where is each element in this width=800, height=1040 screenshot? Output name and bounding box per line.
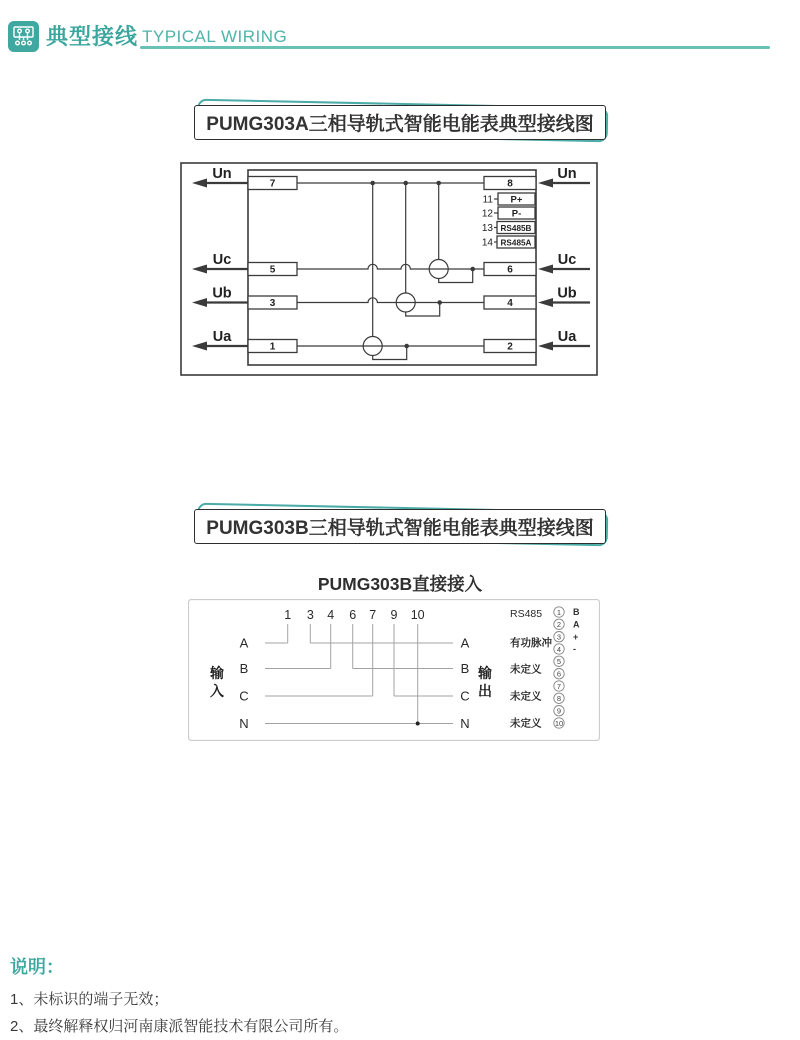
input-label-char: 输: [210, 665, 224, 681]
pin-label: -: [573, 644, 576, 655]
terminal-number: 10: [410, 608, 425, 622]
pin-number: 10: [554, 718, 564, 728]
page-header: [0, 0, 800, 60]
pin-number: 4: [556, 644, 562, 654]
note-item-1: 1、未标识的端子无效；: [10, 991, 169, 1008]
terminal-number: 6: [507, 264, 513, 276]
pin-number: 8: [556, 694, 562, 704]
phase-wires: [297, 183, 484, 346]
terminal-number: 4: [507, 298, 513, 309]
aux-number: 11: [482, 194, 493, 206]
current-coils: [363, 260, 475, 360]
phase-label: A: [239, 635, 249, 651]
terminal-number: 5: [269, 264, 276, 276]
diagram-a-title-row: [0, 105, 800, 140]
phase-label: N: [239, 716, 249, 731]
right-phase-label: Ub: [557, 285, 577, 302]
right-phase-label: Un: [557, 166, 577, 182]
port-function: 未定义: [510, 663, 542, 676]
pin-number: 7: [556, 681, 562, 691]
right-arrow-icon: [538, 179, 553, 188]
terminal-number: 6: [349, 608, 357, 622]
port-function: 未定义: [510, 717, 542, 730]
aux-number: 12: [481, 208, 493, 220]
phase-label: B: [460, 661, 470, 676]
diagram-b-title-row: [0, 509, 800, 544]
phase-label: N: [460, 716, 470, 731]
input-side-labels: [209, 636, 249, 732]
terminal-number: 2: [507, 341, 513, 353]
port-function-labels: [510, 608, 552, 730]
diagram-b-subtitle: PUMG303B直接接入: [317, 574, 483, 594]
right-arrow-icon: [538, 265, 553, 274]
pumg303a-wiring-diagram: [180, 161, 600, 377]
input-label-char: 入: [210, 683, 224, 699]
note-item-2: 2、最终解释权归河南康派智能技术有限公司所有。: [10, 1018, 349, 1035]
pin-label: +: [573, 631, 579, 642]
pin-label: B: [573, 607, 580, 618]
notes-heading: 说明：: [10, 957, 64, 977]
pin-number: 3: [556, 632, 562, 642]
output-side-labels: [460, 636, 492, 732]
right-arrow-icon: [538, 298, 553, 307]
left-arrow-icon: [192, 298, 207, 307]
aux-number: 14: [481, 237, 493, 249]
terminal-number: 7: [369, 608, 377, 622]
section-title-zh: 典型接线: [46, 24, 139, 49]
aux-label: RS485B: [500, 223, 532, 233]
left-arrow-icon: [192, 265, 207, 274]
pin-number: 5: [556, 657, 562, 667]
notes-section: [10, 953, 348, 1040]
terminal-number: 3: [269, 298, 276, 309]
neutral-junction-dot: [416, 722, 420, 726]
aux-label: RS485A: [500, 238, 532, 248]
left-phase-label: Uc: [212, 252, 232, 268]
terminal-number: 1: [284, 608, 292, 622]
top-terminal-numbers: [284, 608, 424, 622]
phase-label: B: [239, 661, 249, 676]
pin-number: 2: [556, 620, 562, 630]
left-arrow-icon: [192, 179, 207, 188]
terminal-number: 9: [390, 608, 398, 622]
diagram-a-title: PUMG303A三相导轨式智能电能表典型接线图: [194, 105, 605, 140]
terminal-number: 3: [306, 608, 314, 622]
right-phase-label: Uc: [557, 252, 577, 268]
pin-number: 9: [556, 706, 562, 716]
section-title-en: TYPICAL WIRING: [142, 27, 288, 46]
port-function: 有功脉冲: [510, 637, 552, 649]
phase-label: A: [460, 635, 470, 651]
terminal-number: 4: [327, 608, 335, 622]
pin-label: A: [573, 619, 580, 630]
output-label-char: 输: [478, 665, 492, 681]
pin-number: 1: [556, 607, 562, 617]
aux-terminals: [482, 193, 535, 249]
left-phase-label: Ub: [212, 285, 232, 302]
aux-number: 13: [481, 223, 493, 234]
pin-number: 6: [556, 669, 562, 679]
row-uc: [192, 252, 590, 276]
terminal-number: 8: [507, 178, 513, 190]
right-phase-label: Ua: [557, 329, 577, 345]
terminal-number: 7: [269, 178, 276, 190]
phase-label: C: [239, 688, 249, 704]
output-label-char: 出: [478, 683, 492, 699]
pin-list: [554, 607, 580, 728]
aux-label: P-: [511, 208, 522, 220]
diagram-b-title: PUMG303B三相导轨式智能电能表典型接线图: [194, 509, 605, 544]
port-function: 未定义: [510, 690, 542, 703]
pumg303b-wiring-diagram: [188, 599, 600, 741]
phase-label: C: [460, 688, 470, 704]
left-arrow-icon: [192, 342, 207, 351]
aux-label: P+: [510, 194, 523, 206]
wiring-lines: [265, 624, 453, 726]
right-arrow-icon: [538, 342, 553, 351]
port-function: RS485: [510, 608, 543, 620]
terminal-block-icon: [8, 21, 39, 52]
terminal-number: 1: [269, 341, 276, 353]
left-phase-label: Un: [212, 166, 232, 182]
row-ua: [192, 329, 590, 353]
row-ub: [192, 286, 590, 310]
header-underline: [140, 46, 770, 49]
left-phase-label: Ua: [212, 329, 232, 345]
